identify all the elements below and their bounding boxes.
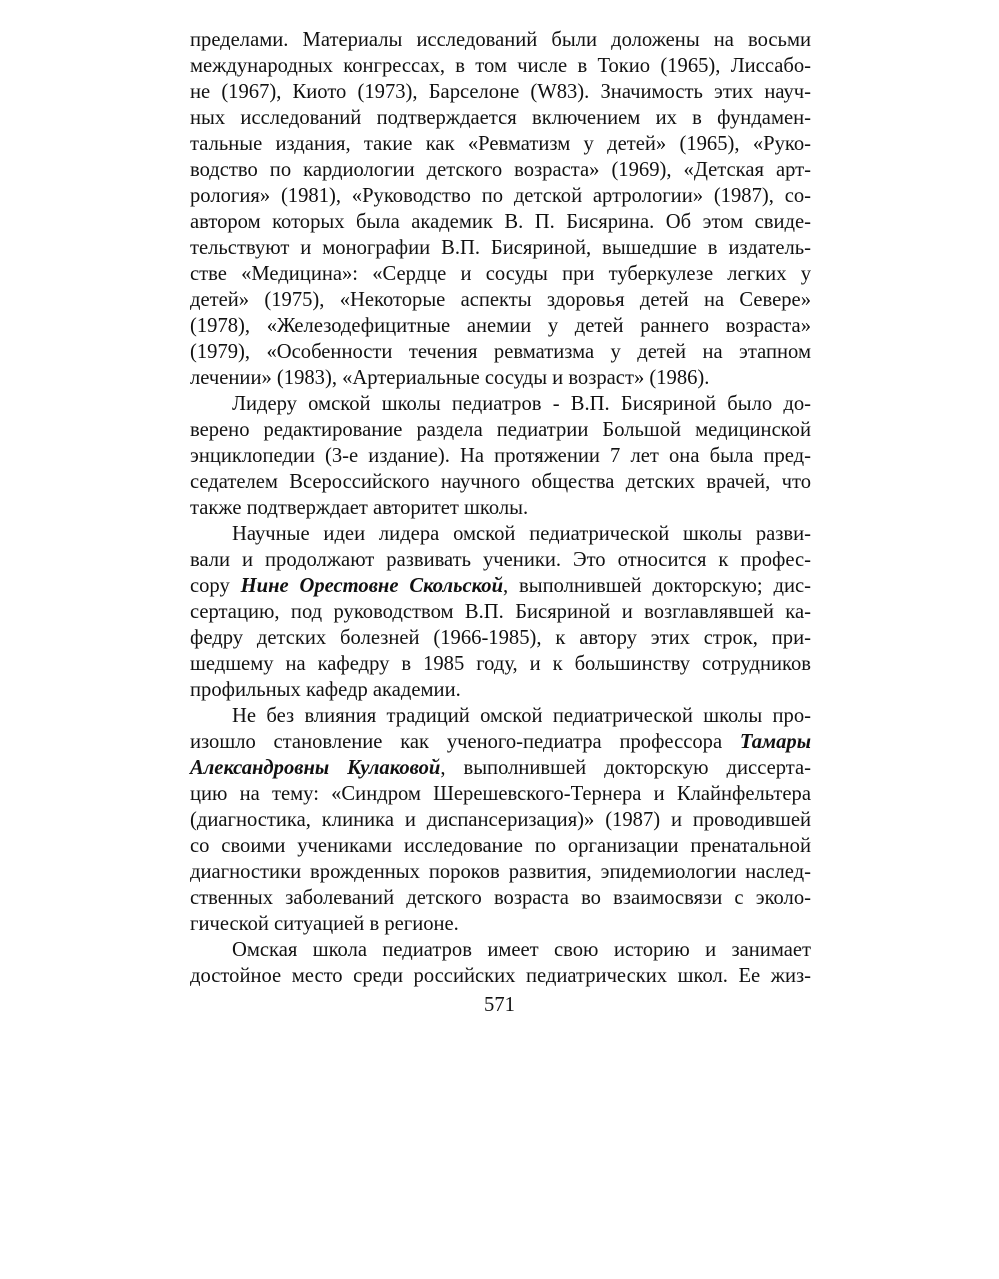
text-line: вали и продолжают развивать ученики. Это относится к профес- <box>190 549 811 571</box>
text-line: стве «Медицина»: «Сердце и сосуды при туберкулезе легких у <box>190 263 811 285</box>
text-line: седателем Всероссийского научного общества детских врачей, что <box>190 471 811 493</box>
text-line: водство по кардиологии детского возраста» (1969), «Детская арт- <box>190 159 811 181</box>
text-line: верено редактирование раздела педиатрии Большой медицинской <box>190 419 811 441</box>
text-line: тальные издания, такие как «Ревматизм у детей» (1965), «Руко- <box>190 133 811 155</box>
text-line: энциклопедии (3-е издание). На протяжении 7 лет она была пред- <box>190 445 811 467</box>
text-line: также подтверждает авторитет школы. <box>190 497 529 519</box>
person-name-emphasis: Нине Орестовне Скольской <box>240 575 504 597</box>
text-line: (1979), «Особенности течения ревматизма у детей на этапном <box>190 341 811 363</box>
text-line: гической ситуацией в регионе. <box>190 913 459 935</box>
text-line: (1978), «Железодефицитные анемии у детей раннего возраста» <box>190 315 811 337</box>
paragraph-first-line: Не без влияния традиций омской педиатрической школы про- <box>232 705 811 727</box>
text-line: пределами. Материалы исследований были доложены на восьми <box>190 29 811 51</box>
text-line: автором которых была академик В. П. Бисярина. Об этом свиде- <box>190 211 811 233</box>
text-line: федру детских болезней (1966-1985), к автору этих строк, при- <box>190 627 811 649</box>
text-line: тельствуют и монографии В.П. Бисяриной, вышедшие в издатель- <box>190 237 811 259</box>
text-line: профильных кафедр академии. <box>190 679 461 701</box>
text-line: шедшему на кафедру в 1985 году, и к большинству сотрудников <box>190 653 811 675</box>
person-name-emphasis: Александровны Кулаковой <box>190 757 441 779</box>
text-line: международных конгрессах, в том числе в Токио (1965), Лиссабо- <box>190 55 811 77</box>
page-number: 571 <box>484 994 515 1016</box>
text-line <box>190 755 811 781</box>
person-name-emphasis: Тамары <box>739 731 811 753</box>
paragraph-first-line: Научные идеи лидера омской педиатрической школы разви- <box>232 523 811 545</box>
paragraph-first-line: Омская школа педиатров имеет свою историю и занимает <box>232 939 811 961</box>
text-span: , выполнившей докторскую; дис- <box>503 575 811 597</box>
text-line: рология» (1981), «Руководство по детской артрологии» (1987), со- <box>190 185 811 207</box>
text-span: , выполнившей докторскую диссерта- <box>440 757 811 779</box>
text-span: сору <box>190 575 241 597</box>
paragraph-first-line: Лидеру омской школы педиатров - В.П. Бисяриной было до- <box>232 393 811 415</box>
text-line: ных исследований подтверждается включением их в фундамен- <box>190 107 811 129</box>
text-line: диагностики врожденных пороков развития, эпидемиологии наслед- <box>190 861 811 883</box>
text-span: изошло становление как ученого-педиатра профессора <box>190 731 740 753</box>
text-line: не (1967), Киото (1973), Барселоне (W83). Значимость этих науч- <box>190 81 811 103</box>
text-line <box>190 573 811 599</box>
text-line <box>190 729 811 755</box>
text-line: достойное место среди российских педиатрических школ. Ее жиз- <box>190 965 811 987</box>
text-line: сертацию, под руководством В.П. Бисяриной и возглавлявшей ка- <box>190 601 811 623</box>
text-line: цию на тему: «Синдром Шерешевского-Тернера и Клайнфельтера <box>190 783 811 805</box>
text-line: со своими учениками исследование по организации пренатальной <box>190 835 811 857</box>
text-line: (диагностика, клиника и диспансеризация)» (1987) и проводившей <box>190 809 811 831</box>
text-line: ственных заболеваний детского возраста во взаимосвязи с эколо- <box>190 887 811 909</box>
text-line: лечении» (1983), «Артериальные сосуды и возраст» (1986). <box>190 367 710 389</box>
text-line: детей» (1975), «Некоторые аспекты здоровья детей на Севере» <box>190 289 811 311</box>
